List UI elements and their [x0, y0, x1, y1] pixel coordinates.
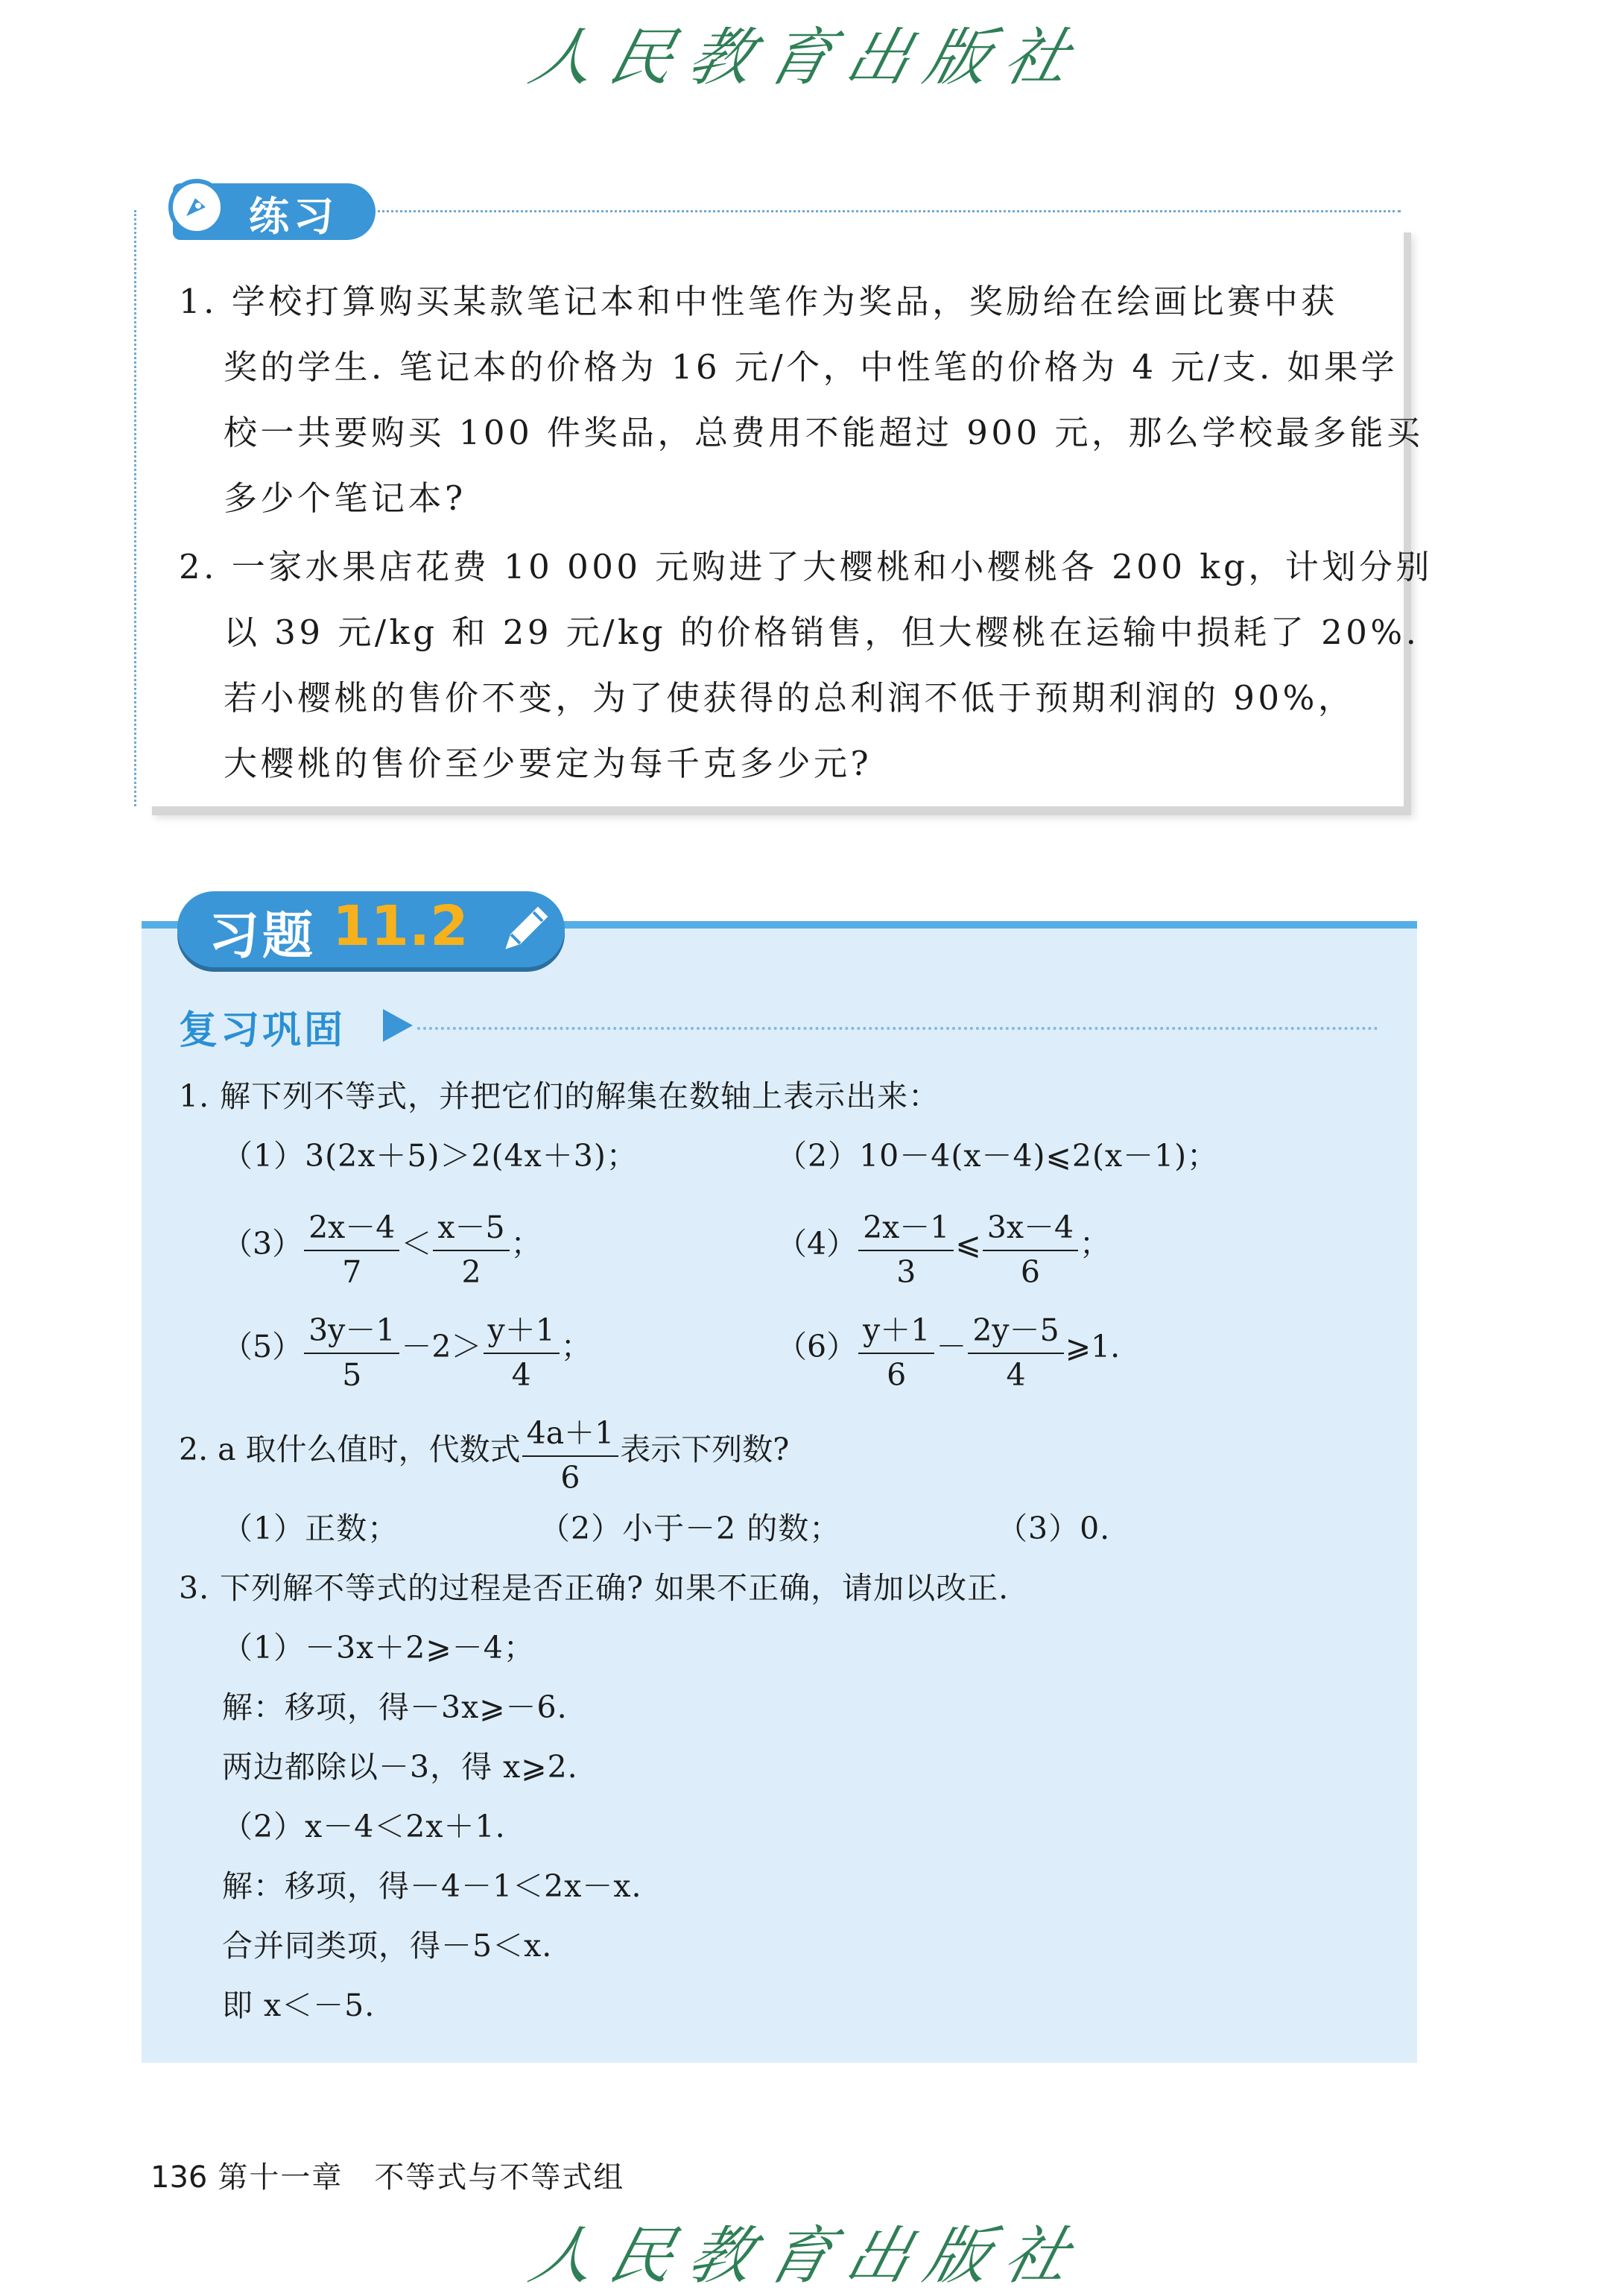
question-2-stem [179, 1408, 789, 1496]
terminator: ⩾1. [1065, 1329, 1121, 1364]
part-label: （6） [776, 1329, 858, 1364]
q3-line: 解：移项，得－3x⩾－6. [222, 1689, 568, 1725]
numerator: 2y－5 [968, 1306, 1063, 1354]
numerator: 4a＋1 [522, 1408, 619, 1457]
page-number: 136 [151, 2160, 208, 2195]
q2-part-1: （1）正数； [222, 1511, 399, 1546]
fraction [304, 1203, 399, 1290]
numerator: 2x－1 [858, 1203, 954, 1251]
part-label: （4） [776, 1226, 858, 1262]
practice-top-rule [373, 210, 1401, 212]
numerator: y＋1 [484, 1306, 560, 1354]
question-1-stem: 1. 解下列不等式，并把它们的解集在数轴上表示出来： [179, 1078, 940, 1114]
practice-line: 大樱桃的售价至少要定为每千克多少元? [224, 744, 872, 783]
terminator: ； [1080, 1226, 1111, 1262]
part-label: （3） [222, 1226, 303, 1262]
denominator: 7 [342, 1254, 362, 1290]
operator: －2＞ [401, 1329, 482, 1364]
q1-part-4 [776, 1203, 1110, 1290]
numerator: y＋1 [858, 1306, 934, 1354]
denominator: 6 [887, 1357, 907, 1393]
fraction [983, 1203, 1078, 1290]
denominator: 3 [896, 1254, 916, 1290]
q1-part-2: （2）10－4(x－4)⩽2(x－1)； [776, 1138, 1219, 1174]
q1-part-3 [222, 1203, 542, 1290]
fraction [858, 1306, 934, 1393]
q2-suffix: 表示下列数? [620, 1432, 790, 1467]
terminator: ； [510, 1226, 542, 1262]
q3-line: 解：移项，得－4－1＜2x－x. [222, 1868, 642, 1904]
exercise-number: 11.2 [332, 894, 469, 958]
operator: － [936, 1329, 967, 1364]
q2-prefix: 2. a 取什么值时，代数式 [179, 1432, 521, 1467]
q3-line: （2）x－4＜2x＋1. [222, 1809, 506, 1844]
denominator: 5 [342, 1357, 362, 1393]
fraction [858, 1203, 954, 1290]
fraction [433, 1203, 509, 1290]
publisher-logo-bottom: 人民教育出版社 [522, 2219, 1094, 2292]
practice-line: 奖的学生. 笔记本的价格为 16 元/个，中性笔的价格为 4 元/支. 如果学 [224, 347, 1398, 387]
publisher-logo-top: 人民教育出版社 [522, 21, 1094, 94]
denominator: 6 [560, 1460, 580, 1496]
practice-title: 练习 [249, 193, 338, 240]
numerator: x－5 [433, 1203, 509, 1251]
practice-line: 2. 一家水果店花费 10 000 元购进了大樱桃和小樱桃各 200 kg，计划分别 [179, 547, 1433, 586]
q1-part-5 [222, 1306, 592, 1393]
numerator: 3y－1 [304, 1306, 399, 1354]
practice-line: 多少个笔记本? [224, 478, 466, 518]
numerator: 3x－4 [983, 1203, 1078, 1251]
pencil-icon [496, 899, 556, 958]
chapter-title: 第十一章 不等式与不等式组 [218, 2160, 625, 2195]
practice-line: 以 39 元/kg 和 29 元/kg 的价格销售，但大樱桃在运输中损耗了 20%. [224, 613, 1420, 652]
practice-line: 校一共要购买 100 件奖品，总费用不能超过 900 元，那么学校最多能买 [224, 413, 1424, 452]
pen-nib-icon [168, 179, 225, 235]
page-footer [151, 2154, 624, 2196]
terminator: ； [560, 1329, 592, 1364]
practice-line: 1. 学校打算购买某款笔记本和中性笔作为奖品，奖励给在绘画比赛中获 [179, 282, 1338, 321]
q3-line: 即 x＜－5. [222, 1987, 376, 2023]
q3-line: （1）－3x＋2⩾－4； [222, 1630, 535, 1666]
operator: ＜ [401, 1226, 432, 1262]
fraction [484, 1306, 560, 1393]
q2-part-2: （2）小于－2 的数； [539, 1511, 841, 1546]
exercise-title: 习题 [209, 907, 317, 966]
fraction [522, 1408, 619, 1496]
question-3-stem: 3. 下列解不等式的过程是否正确? 如果不正确，请加以改正. [179, 1570, 1010, 1606]
denominator: 4 [1006, 1357, 1026, 1393]
section-arrow-icon [380, 1006, 416, 1045]
denominator: 6 [1020, 1254, 1040, 1290]
operator: ⩽ [955, 1226, 981, 1262]
denominator: 2 [461, 1254, 481, 1290]
fraction [968, 1306, 1063, 1393]
part-label: （5） [222, 1329, 303, 1364]
section-title: 复习巩固 [179, 1008, 346, 1053]
numerator: 2x－4 [304, 1203, 399, 1251]
q3-line: 合并同类项，得－5＜x. [222, 1928, 553, 1964]
fraction [304, 1306, 399, 1393]
q2-part-3: （3）0. [997, 1511, 1111, 1546]
practice-line: 若小樱桃的售价不变，为了使获得的总利润不低于预期利润的 90%， [224, 678, 1355, 718]
q3-line: 两边都除以－3，得 x⩾2. [222, 1749, 578, 1785]
denominator: 4 [511, 1357, 531, 1393]
q1-part-6 [776, 1306, 1120, 1393]
section-dotted-rule [417, 1027, 1378, 1030]
q1-part-1: （1）3(2x＋5)＞2(4x＋3)； [222, 1138, 638, 1174]
